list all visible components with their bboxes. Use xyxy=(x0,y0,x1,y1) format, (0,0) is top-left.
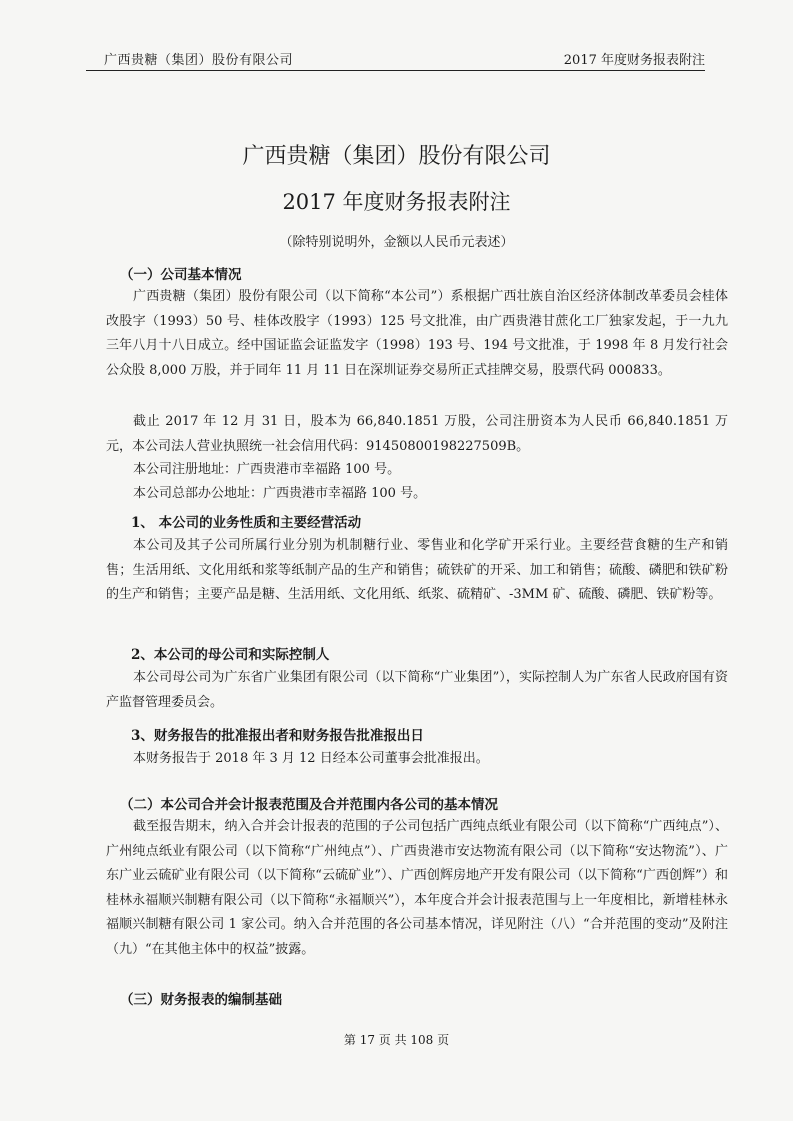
doc-subtitle: 2017 年度财务报表附注 xyxy=(282,190,511,214)
header-rule xyxy=(86,70,705,71)
paragraph-office-address: 本公司总部办公地址：广西贵港市幸福路 100 号。 xyxy=(133,486,427,501)
paragraph-business: 本公司及其子公司所属行业分别为机制糖行业、零售业和化学矿开采行业。主要经营食糖的生产和销售；生活用纸、文化用纸和浆等纸制产品的生产和销售；硫铁矿的开采、加工和销售；硫酸、磷肥和铁矿粉的生产和销售；主要产品是糖、生活用纸、文化用纸、纸浆、硫精矿、-3MM 矿、硫酸、磷肥、铁矿粉等。 xyxy=(106,538,728,602)
section-heading-basic-info: （一）公司基本情况 xyxy=(120,267,242,283)
section-heading-consolidation: （二）本公司合并会计报表范围及合并范围内各公司的基本情况 xyxy=(120,797,498,813)
header-doc-title: 2017 年度财务报表附注 xyxy=(563,53,705,68)
page-number: 第 17 页 共 108 页 xyxy=(343,1033,450,1047)
heading-parent-company: 2、本公司的母公司和实际控制人 xyxy=(131,647,330,663)
doc-title: 广西贵糖（集团）股份有限公司 xyxy=(242,144,551,169)
paragraph-parent-company: 本公司母公司为广东省广业集团有限公司（以下简称“广业集团”），实际控制人为广东省人民政府国有资产监督管理委员会。 xyxy=(106,670,728,710)
paragraph-share-capital: 截止 2017 年 12 月 31 日，股本为 66,840.1851 万股，公司注册资本为人民币 66,840.1851 万元，本公司法人营业执照统一社会信用代码：91450800198227509B。 xyxy=(106,414,728,454)
paragraph-company-history: 广西贵糖（集团）股份有限公司（以下简称“本公司”）系根据广西壮族自治区经济体制改革委员会桂体改股字（1993）50 号、桂体改股字（1993）125 号文批准，由广西贵港甘蔗化工厂独家发起，于一九九三年八月十八日成立。经中国证监会证监发字（1998）193 号、194 号文批准，于 1998 年 8 月发行社会公众股 8,000 万股，并于同年 11 月 11 日在深圳证券交易所正式挂牌交易，股票代码 000833。 xyxy=(106,289,728,378)
paragraph-registered-address: 本公司注册地址：广西贵港市幸福路 100 号。 xyxy=(133,462,401,477)
header-company: 广西贵糖（集团）股份有限公司 xyxy=(104,53,294,68)
heading-business-nature: 1、 本公司的业务性质和主要经营活动 xyxy=(131,515,362,531)
paragraph-consolidation: 截至报告期末，纳入合并会计报表的范围的子公司包括广西纯点纸业有限公司（以下简称“广西纯点”）、广州纯点纸业有限公司（以下简称“广州纯点”）、广西贵港市安达物流有限公司（以下简称“安达物流”）、广东广业云硫矿业有限公司（以下简称“云硫矿业”）、广西创辉房地产开发有限公司（以下简称“广西创辉”）和桂林永福顺兴制糖有限公司（以下简称“永福顺兴”），本年度合并会计报表范围与上一年度相比，新增桂林永福顺兴制糖有限公司 1 家公司。纳入合并范围的各公司基本情况，详见附注（八）“合并范围的变动”及附注（九）“在其他主体中的权益”披露。 xyxy=(106,819,728,957)
section-heading-basis-of-preparation: （三）财务报表的编制基础 xyxy=(120,992,282,1008)
currency-note: （除特别说明外，金额以人民币元表述） xyxy=(279,235,514,250)
heading-report-approval: 3、财务报告的批准报出者和财务报告批准报出日 xyxy=(131,728,424,744)
paragraph-report-approval: 本财务报告于 2018 年 3 月 12 日经本公司董事会批准报出。 xyxy=(133,751,489,766)
